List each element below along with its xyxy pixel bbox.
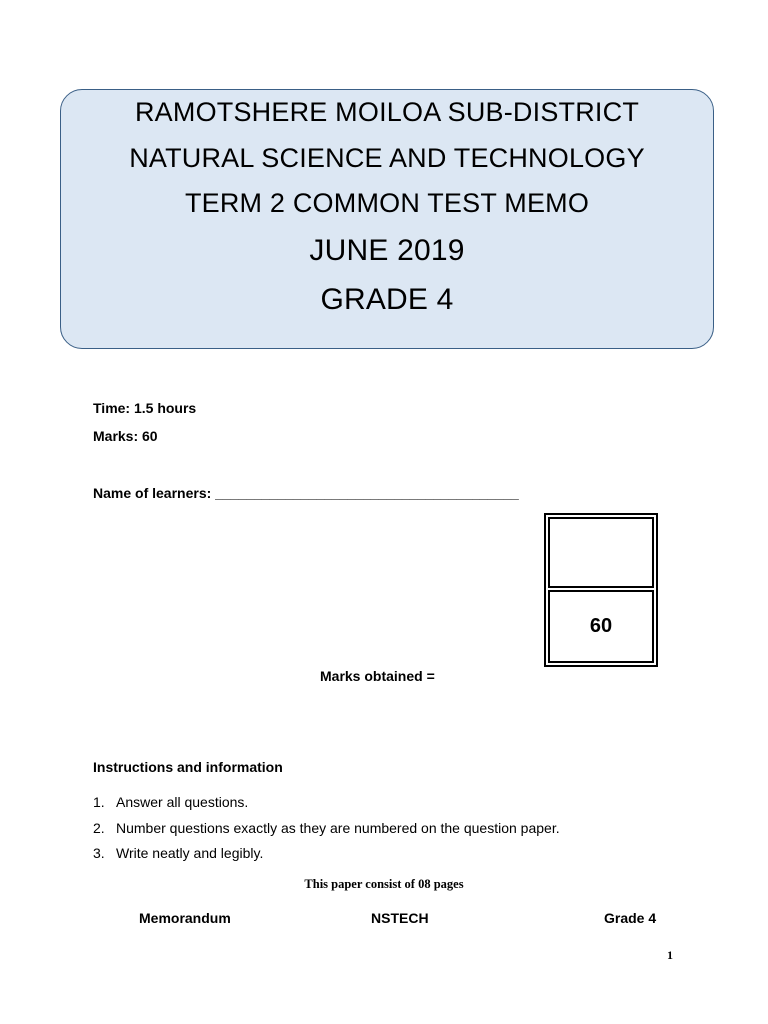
marks-total-cell — [548, 590, 654, 663]
name-of-learners-field: Name of learners: _______________________________________ — [93, 485, 519, 501]
marks-obtained-cell — [548, 517, 654, 588]
instructions-heading: Instructions and information — [93, 759, 283, 775]
subject-title: NATURAL SCIENCE AND TECHNOLOGY — [129, 143, 645, 173]
marks-info: Marks: 60 — [93, 428, 158, 444]
pages-note: This paper consist of 08 pages — [304, 877, 464, 891]
list-item — [93, 818, 560, 844]
footer-subject-code: NSTECH — [371, 910, 429, 926]
time-info: Time: 1.5 hours — [93, 400, 197, 416]
grade-title: GRADE 4 — [320, 283, 454, 316]
list-item-number: 2. — [93, 819, 105, 836]
list-item-number: 3. — [93, 845, 105, 861]
test-title: TERM 2 COMMON TEST MEMO — [184, 188, 590, 218]
footer-memorandum: Memorandum — [139, 910, 231, 926]
page-number: 1 — [667, 948, 673, 962]
list-item-text: Answer all questions. — [116, 794, 249, 810]
district-title: RAMOTSHERE MOILOA SUB-DISTRICT — [134, 97, 640, 127]
marks-total-value: 60 — [589, 615, 613, 637]
instructions-list — [93, 792, 560, 869]
footer-grade: Grade 4 — [604, 910, 657, 926]
list-item — [93, 792, 560, 818]
date-title: JUNE 2019 — [309, 234, 465, 267]
marks-table — [544, 513, 658, 667]
list-item-number: 1. — [93, 794, 105, 810]
list-item — [93, 843, 560, 869]
list-item-text: Write neatly and legibly. — [116, 845, 264, 861]
title-box — [60, 89, 714, 349]
marks-obtained-label: Marks obtained = — [320, 668, 435, 684]
list-item-text: Number questions exactly as they are numbered on the question paper. — [116, 819, 560, 836]
